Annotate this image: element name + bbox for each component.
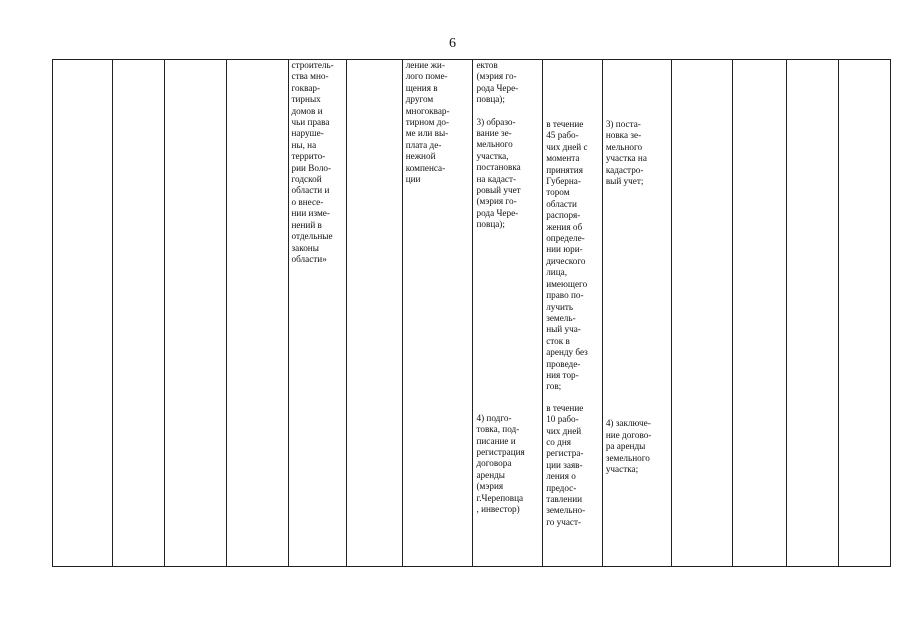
table-row <box>53 60 891 567</box>
table-cell-col6 <box>347 60 403 567</box>
document-table <box>52 59 891 567</box>
col10-block-2: 4) заключе- ние догово- ра аренды земельного участка; <box>605 418 652 475</box>
page-number: 6 <box>449 36 456 51</box>
table-cell-col9 <box>543 60 603 567</box>
table-cell-col1 <box>53 60 113 567</box>
table-cell-col8 <box>473 60 543 567</box>
table-cell-col14 <box>839 60 891 567</box>
cell-text-col5: строитель- ства мно- гоквар- тирных домов и чьи права наруше- ны, на террито- рии Воло- годской области и о внесе- нии изме- нений в отдельные законы области» <box>291 60 334 264</box>
col8-block-1: ектов (мэрия го- рода Чере- повца); <box>476 60 519 105</box>
table-cell-col11 <box>671 60 733 567</box>
table-cell-col2 <box>112 60 165 567</box>
table-cell-col10 <box>602 60 671 567</box>
col8-block-2: 3) образо- вание зе- мельного участка, постановка на кадаст- ровый учет (мэрия го- рода Чере- повца); <box>476 116 521 230</box>
col9-block-1: в течение 45 рабо- чих дней с момента принятия Губерна- тором области распоря- жения об определе- нии юри- дического лица, имеющего право по- лучить земель- ный уча- сток в аренду без проведе- ния тор- гов; <box>546 119 588 392</box>
table-cell-col5 <box>288 60 347 567</box>
table-cell-col7 <box>402 60 473 567</box>
table-cell-col3 <box>165 60 227 567</box>
col9-block-2: в течение 10 рабо- чих дней со дня регистра- ции заяв- ления о предос- тавлении земельно- го участ- <box>546 402 586 527</box>
table-cell-col4 <box>226 60 288 567</box>
col10-block-1: 3) поста- новка зе- мельного участка на кадастро- вый учет; <box>605 119 647 187</box>
table-cell-col12 <box>733 60 787 567</box>
cell-text-col7: ление жи- лого поме- щения в другом многоквар- тирном до- ме или вы- плата де- нежной компенса- ции <box>405 60 450 185</box>
col8-block-3: 4) подго- товка, под- писание и регистрация договора аренды (мэрия г.Череповца , инвестор) <box>476 412 525 514</box>
table-cell-col13 <box>786 60 839 567</box>
